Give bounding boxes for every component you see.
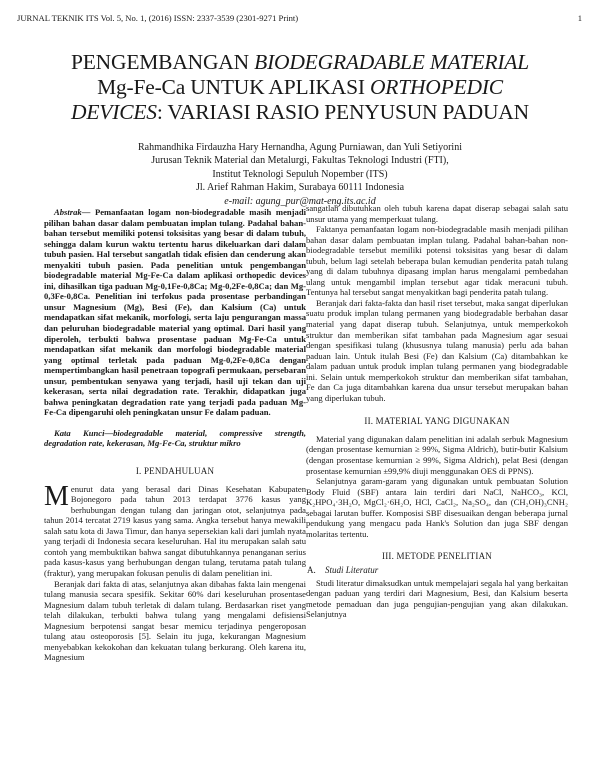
section-heading-introduction: I. PENDAHULUAN [135,466,215,477]
author-names: Rahmandhika Firdauzha Hary Hernandha, Agung Purniawan, dan Yuli Setiyorini [137,142,462,153]
subsection-title: Studi Literatur [325,564,379,575]
title-text: : VARIASI RASIO PENYUSUN PADUAN [156,100,529,124]
title-text: PENGEMBANGAN [70,50,255,74]
intro-paragraph-1 [44,480,306,579]
author-email: e-mail: agung_pur@mat-eng.its.ac.id [224,195,376,207]
title-line-3 [10,100,590,125]
abstract-lead: Abstrak [54,207,82,217]
section-heading-methods: III. METODE PENELITIAN [382,551,492,562]
author-address: Jl. Arief Rahman Hakim, Surabaya 60111 Indonesia [195,182,405,194]
body-paragraph: Studi literatur dimaksudkan untuk mempelajari segala hal yang berkaitan dengan paduan yang terdiri dari Magnesium, Besi, dan Kalsium beserta metode pemaduan dan juga pengujian-pengujian yang akan dilakukan. Selanjutnya [306,577,568,620]
title-italic-text: DEVICES [71,100,157,124]
body-paragraph: Beranjak dari fakta-fakta dan hasil riset tersebut, maka sangat diperlukan suatu produk implan tulang permanen yang biodegradable berbahan dasar material yang dapat diserap tubuh. Selanjutnya, untuk memperkokoh struktur dan memberikan sifat tambahan pada Magnesium agar sesuai dengan spesifikasi tulang (khususnya tulang manusia) perlu ada bahan paduan lain. Untuk itulah Besi (Fe) dan Kalsium (Ca) ditambahkan ke dalam paduan untuk produk implan tulang permanen yang biodegradable ini. Selain untuk memperkokoh struktur dan memberikan sifat tambahan, Fe dan Ca juga ditambahkan karena dua unsur tersebut merupakan bahan yang diperlukan tubuh. [306,297,568,403]
author-institute: Institut Teknologi Sepuluh Nopember (ITS) [212,168,388,180]
abstract [44,207,306,418]
title-italic-text: BIODEGRADABLE MATERIAL [254,50,529,74]
running-header [17,13,582,23]
title-italic-text: ORTHOPEDIC [369,75,503,99]
right-column [306,203,568,620]
title-text: Mg-Fe-Ca UNTUK APLIKASI [97,75,370,99]
body-paragraph: Faktanya pemanfaatan logam non-biodegradable masih menjadi pilihan bahan dasar dalam pembuatan implan tulang. Padahal bahan-bahan non-biodegradable tersebut memiliki potensi toksisitas yang besar di dalam tubuh, belum lagi setelah beberapa bulan kemudian penderita patah tulang yang di dalam tubuhnya dipasang implan harus mengalami pembedahan ulang untuk mengambil implan tersebut agar tidak meracuni tubuh. Tentunya hal tersebut sangat menyakitkan bagi penderita patah tulang. [306,224,568,298]
intro-paragraph-2: Beranjak dari fakta di atas, selanjutnya akan dibahas fakta lain mengenai tulang manusia secara spesifik. Sekitar 60% dari keseluruhan prosentase Magnesium dalam tubuh terletak di dalam tulang. Berdasarkan riset yang telah dilakukan, terbukti bahwa tulang yang mengalami defisiensi Magnesium berpotensi sangat besar memicu terjadinya pengeroposan tulang atau osteoporosis [5]. Selain itu juga, kekurangan Magnesium menyebabkan kekokohan dan kekuatan tulang berkurang. Oleh karena itu, Magnesium [44,578,306,663]
continued-paragraph: sangatlah dibutuhkan oleh tubuh karena dapat diserap sebagai salah satu unsur utama yang memperkuat tulang. [306,203,568,224]
title-line-1 [10,50,590,75]
paper-title [10,50,590,125]
journal-citation: JURNAL TEKNIK ITS Vol. 5, No. 1, (2016) ISSN: 2337-3539 (2301-9271 Print) [17,13,299,23]
body-paragraph: Selanjutnya garam-garam yang digunakan untuk pembuatan Solution Body Fluid (SBF) antara lain terdiri dari NaCl, NaHCO₃, KCl, K₂HPO₄·3H₂O, MgCl₂·6H₂O, HCl, CaCl₂, Na₂SO₄, dan (CH₂OH)₃CNH₂ sebagai larutan buffer. Komposisi SBF disesuaikan dengan beberapa jurnal pendukung yang mengacu pada Hank's Solution dan juga SBF dengan molaritas tertentu. [306,476,568,539]
title-line-2 [10,75,590,100]
paragraph-text: enurut data yang berasal dari Dinas Kesehatan Kabupaten Bojonegoro pada tahun 2013 terdapat 3776 kasus yang berhubungan dengan tulang dan jaringan otot, selanjutnya pada tahun 2014 tercatat 2719 kasus yang sama. Angka tersebut hanya mewakili salah satu kota di Jawa Timur, dan hanya sepersekian kali dari jumlah nyata yang terjadi di Indonesia secara keseluruhan. Hal itu merupakan salah satu contoh yang membuktikan bahwa sangat dibutuhkannya penanganan serius pada kasus-kasus yang berhubungan dengan tulang, terutama patah tulang (fraktur), yang merupakan fokusan penulis di dalam penelitian ini. [44,483,306,578]
subsection-heading [306,565,568,576]
body-paragraph: Material yang digunakan dalam penelitian ini adalah serbuk Magnesium (dengan prosentase kemurnian ≥ 99%, Sigma Aldrich), butir-butir Kalsium (dengan prosentase kemurnian ≥ 99%, Sigma Aldrich), pelat Besi (dengan prosentase kemurnian ±99,9% diuji menggunakan OES di PPNS). [306,433,568,476]
section-heading-materials: II. MATERIAL YANG DIGUNAKAN [364,416,510,427]
left-column [44,207,306,663]
authors-block [30,141,570,208]
page-number: 1 [577,13,582,23]
abstract-text: — Pemanfaatan logam non-biodegradable masih menjadi pilihan bahan dasar dalam pembuatan implan tulang. Padahal bahan-bahan tersebut memiliki potensi toksisitas yang besar di dalam tubuh, sehingga dalam kurun waktu tertentu harus dikeluarkan dari dalam tubuh pasien. Hal tersebut sangatlah tidak efisien dan cenderung akan menyakiti tubuh pasien. Pada penelitian untuk pengembangan biodegradable material Mg-Fe-Ca dalam aplikasi orthopedic devices ini, dihasilkan tiga paduan Mg-0,1Fe-0,8Ca; Mg-0,2Fe-0,8Ca; dan Mg-0,3Fe-0,8Ca. Penelitian ini terfokus pada prosentase perbandingan unsur Magnesium (Mg), Besi (Fe), dan Kalsium (Ca) untuk mendapatkan sifat mekanik, morfologi, serta laju pengurangan massa dan peluruhan biodegradable material yang optimal. Dari hasil yang diperoleh, terbukti bahwa prosentase paduan Mg-Fe-Ca untuk mendapatkan sifat mekanik dan morfologi biodegradable material yang optimal terletak pada paduan Mg-0,2Fe-0,8Ca dengan mempertimbangkan hasil penetraan topografi permukaan, persebaran unsur, pembentukan senyawa yang terjadi, hasil uji tekan dan uji kekerasan, serta nilai degradation rate. Terakhir, didapatkan juga bahwa peningkatan degradation rate yang terjadi pada paduan Mg-Fe-Ca dipengaruhi oleh peningkatan unsur Fe dalam paduan. [44,207,306,418]
keywords [44,428,306,449]
subsection-letter: A. [307,564,316,575]
keywords-text: —biodegradable material, compressive strength, degradation rate, kekerasan, Mg-Fe-Ca, struktur mikro [44,427,306,449]
drop-cap: M [44,480,69,512]
author-department: Jurusan Teknik Material dan Metalurgi, Fakultas Teknologi Industri (FTI), [151,155,449,167]
keywords-lead: Kata Kunci [54,427,105,438]
